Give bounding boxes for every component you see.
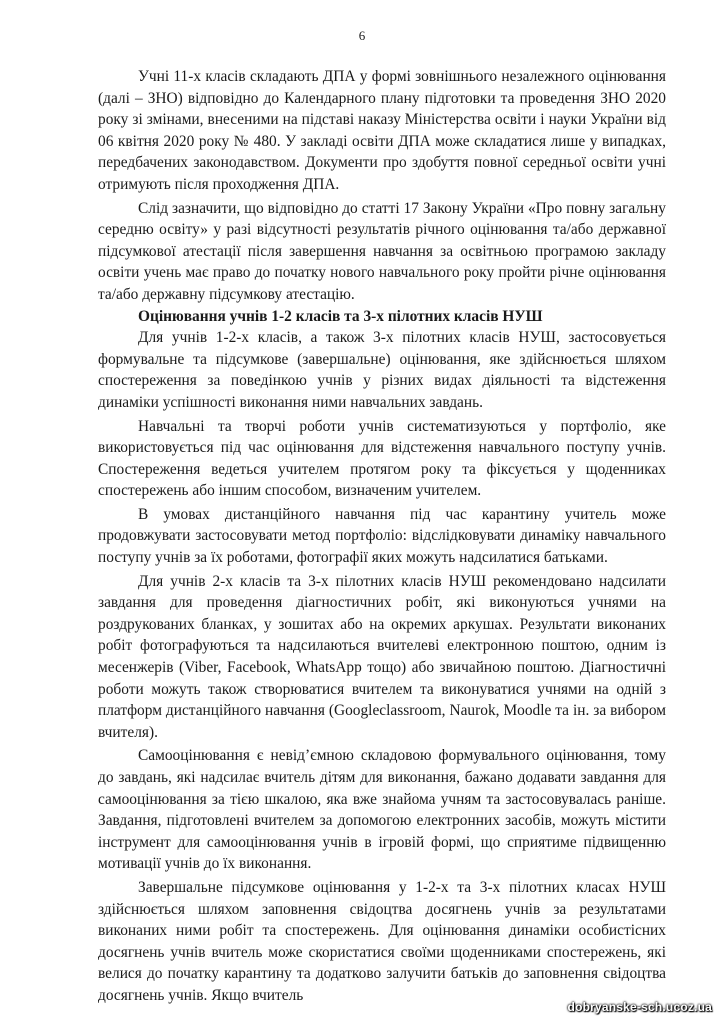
section-heading: Оцінювання учнів 1-2 класів та 3-х пілотних класів НУШ [138, 307, 543, 325]
paragraph: Для учнів 1-2-х класів, а також 3-х пілотних класів НУШ, застосовується формувальне та підсумкове (завершальне) оцінювання, яке здійснюється шляхом спостереження за поведінкою учнів у різних видах діяльності та відстеження динаміки успішності виконання ними навчальних завдань. [98, 329, 666, 411]
paragraph: В умовах дистанційного навчання під час карантину учитель може продовжувати застосовувати метод портфоліо: відслідковувати динаміку навчального поступу учнів за їх роботами, фотографії яких можуть надсилатися батьками. [98, 505, 666, 567]
paragraph: Самооцінювання є невід’ємною складовою формувального оцінювання, тому до завдань, які надсилає вчитель дітям для виконання, бажано додавати завдання для самооцінювання за тією шкалою, яка вже знайома учням та застосовувалась раніше. Завдання, підготовлені вчителем за допомогою електронних засобів, можуть містити інструмент для самооцінювання учнів в ігровій формі, що сприятиме підвищенню мотивації учнів до їх виконання. [98, 747, 666, 873]
paragraph: Учні 11-х класів складають ДПА у формі зовнішнього незалежного оцінювання (далі – ЗНО) відповідно до Календарного плану підготовки та проведення ЗНО 2020 року зі змінами, внесеними на підставі наказу Міністерства освіти і науки України від 06 квітня 2020 року № 480. У закладі освіти ДПА може складатися лише у випадках, передбачених законодавством. Документи про здобуття повної середньої освіти учні отримують після проходження ДПА. [98, 68, 666, 193]
paragraph: Навчальні та творчі роботи учнів систематизуються у портфоліо, яке використовується під час оцінювання для відстеження навчального поступу учнів. Спостереження ведеться учителем протягом року та фіксується у щоденниках спостережень або іншим способом, визначеним учителем. [98, 417, 666, 500]
document-body [98, 66, 666, 1007]
paragraph: Завершальне підсумкове оцінювання у 1-2-х та 3-х пілотних класах НУШ здійснюється шляхом заповнення свідоцтва досягнень учнів за результатами виконаних ними робіт та спостережень. Для оцінювання динаміки особистісних досягнень учнів вчитель може скористатися своїми щоденниками спостережень, які велися до початку карантину та додатково залучити батьків до заповнення свідоцтва досягнень учнів. Якщо вчитель [98, 878, 666, 1004]
page-number: 6 [358, 28, 366, 43]
site-watermark: dobryanske-sch.ucoz.ua [567, 1000, 712, 1014]
paragraph: Слід зазначити, що відповідно до статті 17 Закону України «Про повну загальну середню освіту» у разі відсутності результатів річного оцінювання та/або державної підсумкової атестації після завершення навчання за освітньою програмою закладу освіти учень має право до початку нового навчального року пройти річне оцінювання та/або державну підсумкову атестацію. [98, 199, 666, 303]
paragraph: Для учнів 2-х класів та 3-х пілотних класів НУШ рекомендовано надсилати завдання для проведення діагностичних робіт, які виконуються учнями на роздрукованих бланках, у зошитах або на окремих аркушах. Результати виконаних робіт фотографуються та надсилаються вчителеві електронною поштою, одним із месенжерів (Viber, Facebook, WhatsApp тощо) або звичайною поштою. Діагностичні роботи можуть також створюватися вчителем та виконуватися учнями на одній з платформ дистанційного навчання (Googleclassroom, Naurok, Moodle та ін. за вибором вчителя). [98, 572, 666, 741]
